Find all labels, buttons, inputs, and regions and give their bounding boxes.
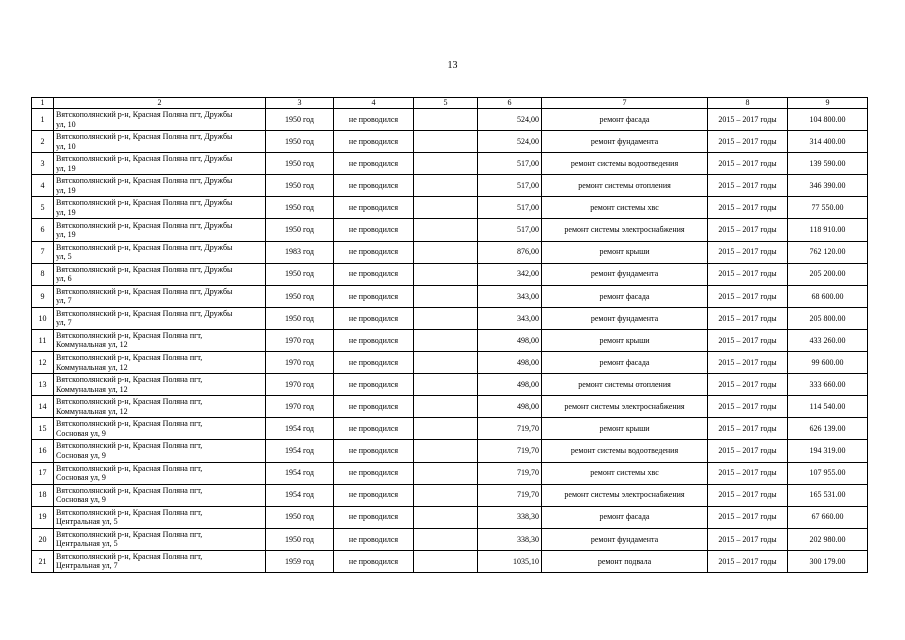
- area-cell: 517,00: [478, 175, 542, 197]
- area-cell: 524,00: [478, 109, 542, 131]
- column-header: 4: [334, 98, 414, 109]
- period-cell: 2015 – 2017 годы: [708, 285, 788, 307]
- address-line-2: Центральная ул, 5: [56, 539, 118, 549]
- table-row: [32, 197, 868, 219]
- build-year-cell: 1954 год: [266, 462, 334, 484]
- table-row: [32, 484, 868, 506]
- period-cell: 2015 – 2017 годы: [708, 396, 788, 418]
- row-number-cell: 9: [32, 285, 54, 307]
- table-row: [32, 418, 868, 440]
- address-line-1: Вятскополянский р-н, Красная Поляна пгт, Дружбы: [56, 242, 233, 252]
- cost-cell: 762 120.00: [788, 241, 868, 263]
- cost-cell: 107 955.00: [788, 462, 868, 484]
- repair-schedule-table: [31, 97, 868, 573]
- period-cell: 2015 – 2017 годы: [708, 263, 788, 285]
- address-line-2: ул, 19: [56, 230, 76, 240]
- row-number-cell: 3: [32, 153, 54, 175]
- table-row: [32, 329, 868, 351]
- area-cell: 876,00: [478, 241, 542, 263]
- table-row: [32, 440, 868, 462]
- cost-cell: 300 179.00: [788, 550, 868, 572]
- column-5-cell: [414, 396, 478, 418]
- address-line-1: Вятскополянский р-н, Красная Поляна пгт, Дружбы: [56, 132, 233, 142]
- cost-cell: 67 660.00: [788, 506, 868, 528]
- column-5-cell: [414, 484, 478, 506]
- work-type-cell: ремонт системы отопления: [542, 374, 708, 396]
- cost-cell: 139 590.00: [788, 153, 868, 175]
- last-repair-cell: не проводился: [334, 418, 414, 440]
- cost-cell: 433 260.00: [788, 329, 868, 351]
- cost-cell: 99 600.00: [788, 352, 868, 374]
- column-5-cell: [414, 175, 478, 197]
- address-cell: [54, 506, 266, 528]
- address-line-1: Вятскополянский р-н, Красная Поляна пгт,: [56, 330, 203, 340]
- table-body: [32, 109, 868, 573]
- column-5-cell: [414, 440, 478, 462]
- address-line-2: ул, 7: [56, 296, 72, 306]
- work-type-cell: ремонт системы электроснабжения: [542, 219, 708, 241]
- address-line-2: ул, 10: [56, 119, 76, 129]
- area-cell: 498,00: [478, 352, 542, 374]
- area-cell: 343,00: [478, 307, 542, 329]
- period-cell: 2015 – 2017 годы: [708, 484, 788, 506]
- last-repair-cell: не проводился: [334, 219, 414, 241]
- build-year-cell: 1950 год: [266, 263, 334, 285]
- address-cell: [54, 352, 266, 374]
- build-year-cell: 1950 год: [266, 307, 334, 329]
- build-year-cell: 1983 год: [266, 241, 334, 263]
- address-line-2: ул, 19: [56, 207, 76, 217]
- column-5-cell: [414, 352, 478, 374]
- area-cell: 524,00: [478, 131, 542, 153]
- row-number-cell: 20: [32, 528, 54, 550]
- address-line-2: Центральная ул, 5: [56, 517, 118, 527]
- row-number-cell: 16: [32, 440, 54, 462]
- column-header: 2: [54, 98, 266, 109]
- row-number-cell: 7: [32, 241, 54, 263]
- address-cell: [54, 285, 266, 307]
- row-number-cell: 5: [32, 197, 54, 219]
- work-type-cell: ремонт системы хвс: [542, 462, 708, 484]
- period-cell: 2015 – 2017 годы: [708, 374, 788, 396]
- build-year-cell: 1970 год: [266, 374, 334, 396]
- address-line-1: Вятскополянский р-н, Красная Поляна пгт, Дружбы: [56, 286, 233, 296]
- row-number-cell: 2: [32, 131, 54, 153]
- row-number-cell: 6: [32, 219, 54, 241]
- cost-cell: 314 400.00: [788, 131, 868, 153]
- work-type-cell: ремонт фасада: [542, 109, 708, 131]
- table-row: [32, 528, 868, 550]
- address-line-2: Коммунальная ул, 12: [56, 384, 128, 394]
- address-cell: [54, 528, 266, 550]
- row-number-cell: 14: [32, 396, 54, 418]
- address-cell: [54, 197, 266, 219]
- row-number-cell: 19: [32, 506, 54, 528]
- address-line-1: Вятскополянский р-н, Красная Поляна пгт, Дружбы: [56, 264, 233, 274]
- work-type-cell: ремонт системы отопления: [542, 175, 708, 197]
- cost-cell: 205 200.00: [788, 263, 868, 285]
- table-row: [32, 396, 868, 418]
- column-header: 8: [708, 98, 788, 109]
- column-5-cell: [414, 109, 478, 131]
- period-cell: 2015 – 2017 годы: [708, 307, 788, 329]
- column-5-cell: [414, 219, 478, 241]
- cost-cell: 333 660.00: [788, 374, 868, 396]
- table-row: [32, 131, 868, 153]
- last-repair-cell: не проводился: [334, 440, 414, 462]
- build-year-cell: 1950 год: [266, 285, 334, 307]
- period-cell: 2015 – 2017 годы: [708, 197, 788, 219]
- table-row: [32, 109, 868, 131]
- address-line-2: ул, 10: [56, 141, 76, 151]
- table-row: [32, 374, 868, 396]
- address-line-1: Вятскополянский р-н, Красная Поляна пгт,: [56, 419, 203, 429]
- build-year-cell: 1950 год: [266, 528, 334, 550]
- work-type-cell: ремонт системы хвс: [542, 197, 708, 219]
- last-repair-cell: не проводился: [334, 506, 414, 528]
- build-year-cell: 1954 год: [266, 484, 334, 506]
- row-number-cell: 21: [32, 550, 54, 572]
- area-cell: 719,70: [478, 440, 542, 462]
- cost-cell: 165 531.00: [788, 484, 868, 506]
- build-year-cell: 1950 год: [266, 131, 334, 153]
- row-number-cell: 10: [32, 307, 54, 329]
- last-repair-cell: не проводился: [334, 462, 414, 484]
- address-line-2: ул, 6: [56, 274, 72, 284]
- build-year-cell: 1950 год: [266, 219, 334, 241]
- area-cell: 719,70: [478, 484, 542, 506]
- address-cell: [54, 307, 266, 329]
- column-5-cell: [414, 153, 478, 175]
- build-year-cell: 1970 год: [266, 352, 334, 374]
- period-cell: 2015 – 2017 годы: [708, 153, 788, 175]
- address-line-2: Сосновая ул, 9: [56, 495, 106, 505]
- address-line-2: ул, 19: [56, 185, 76, 195]
- column-5-cell: [414, 506, 478, 528]
- period-cell: 2015 – 2017 годы: [708, 175, 788, 197]
- row-number-cell: 4: [32, 175, 54, 197]
- address-cell: [54, 329, 266, 351]
- area-cell: 517,00: [478, 197, 542, 219]
- last-repair-cell: не проводился: [334, 329, 414, 351]
- table-row: [32, 263, 868, 285]
- address-line-2: Сосновая ул, 9: [56, 428, 106, 438]
- address-line-2: ул, 5: [56, 252, 72, 262]
- address-line-2: Коммунальная ул, 12: [56, 406, 128, 416]
- area-cell: 338,30: [478, 506, 542, 528]
- table-row: [32, 219, 868, 241]
- area-cell: 338,30: [478, 528, 542, 550]
- period-cell: 2015 – 2017 годы: [708, 352, 788, 374]
- period-cell: 2015 – 2017 годы: [708, 109, 788, 131]
- area-cell: 517,00: [478, 219, 542, 241]
- address-cell: [54, 153, 266, 175]
- table-row: [32, 352, 868, 374]
- build-year-cell: 1950 год: [266, 506, 334, 528]
- table-row: [32, 241, 868, 263]
- last-repair-cell: не проводился: [334, 307, 414, 329]
- cost-cell: 114 540.00: [788, 396, 868, 418]
- address-line-2: ул, 19: [56, 163, 76, 173]
- area-cell: 719,70: [478, 418, 542, 440]
- last-repair-cell: не проводился: [334, 352, 414, 374]
- address-cell: [54, 131, 266, 153]
- work-type-cell: ремонт фундамента: [542, 131, 708, 153]
- last-repair-cell: не проводился: [334, 197, 414, 219]
- period-cell: 2015 – 2017 годы: [708, 329, 788, 351]
- table-row: [32, 550, 868, 572]
- area-cell: 342,00: [478, 263, 542, 285]
- column-header: 6: [478, 98, 542, 109]
- table-row: [32, 506, 868, 528]
- address-line-1: Вятскополянский р-н, Красная Поляна пгт,: [56, 441, 203, 451]
- cost-cell: 626 139.00: [788, 418, 868, 440]
- last-repair-cell: не проводился: [334, 285, 414, 307]
- column-5-cell: [414, 131, 478, 153]
- work-type-cell: ремонт фундамента: [542, 263, 708, 285]
- column-5-cell: [414, 374, 478, 396]
- column-5-cell: [414, 241, 478, 263]
- column-5-cell: [414, 528, 478, 550]
- address-line-2: Центральная ул, 7: [56, 561, 118, 571]
- build-year-cell: 1950 год: [266, 197, 334, 219]
- work-type-cell: ремонт системы водоотведения: [542, 440, 708, 462]
- period-cell: 2015 – 2017 годы: [708, 462, 788, 484]
- address-line-1: Вятскополянский р-н, Красная Поляна пгт,: [56, 507, 203, 517]
- address-line-1: Вятскополянский р-н, Красная Поляна пгт, Дружбы: [56, 308, 233, 318]
- address-line-1: Вятскополянский р-н, Красная Поляна пгт, Дружбы: [56, 110, 233, 120]
- last-repair-cell: не проводился: [334, 484, 414, 506]
- address-cell: [54, 550, 266, 572]
- row-number-cell: 11: [32, 329, 54, 351]
- period-cell: 2015 – 2017 годы: [708, 219, 788, 241]
- address-cell: [54, 263, 266, 285]
- area-cell: 498,00: [478, 329, 542, 351]
- column-header: 7: [542, 98, 708, 109]
- row-number-cell: 8: [32, 263, 54, 285]
- cost-cell: 68 600.00: [788, 285, 868, 307]
- address-cell: [54, 374, 266, 396]
- address-cell: [54, 241, 266, 263]
- address-line-1: Вятскополянский р-н, Красная Поляна пгт, Дружбы: [56, 154, 233, 164]
- column-5-cell: [414, 418, 478, 440]
- work-type-cell: ремонт системы электроснабжения: [542, 396, 708, 418]
- cost-cell: 202 980.00: [788, 528, 868, 550]
- build-year-cell: 1950 год: [266, 109, 334, 131]
- address-line-1: Вятскополянский р-н, Красная Поляна пгт,: [56, 551, 203, 561]
- row-number-cell: 17: [32, 462, 54, 484]
- cost-cell: 346 390.00: [788, 175, 868, 197]
- row-number-cell: 18: [32, 484, 54, 506]
- build-year-cell: 1950 год: [266, 175, 334, 197]
- address-line-1: Вятскополянский р-н, Красная Поляна пгт,: [56, 529, 203, 539]
- period-cell: 2015 – 2017 годы: [708, 418, 788, 440]
- address-cell: [54, 418, 266, 440]
- address-line-1: Вятскополянский р-н, Красная Поляна пгт, Дружбы: [56, 220, 233, 230]
- area-cell: 517,00: [478, 153, 542, 175]
- last-repair-cell: не проводился: [334, 175, 414, 197]
- address-line-1: Вятскополянский р-н, Красная Поляна пгт, Дружбы: [56, 176, 233, 186]
- last-repair-cell: не проводился: [334, 550, 414, 572]
- column-5-cell: [414, 197, 478, 219]
- address-line-1: Вятскополянский р-н, Красная Поляна пгт,: [56, 463, 203, 473]
- address-cell: [54, 175, 266, 197]
- cost-cell: 118 910.00: [788, 219, 868, 241]
- row-number-cell: 1: [32, 109, 54, 131]
- column-header: 5: [414, 98, 478, 109]
- period-cell: 2015 – 2017 годы: [708, 440, 788, 462]
- build-year-cell: 1959 год: [266, 550, 334, 572]
- column-header: 9: [788, 98, 868, 109]
- last-repair-cell: не проводился: [334, 131, 414, 153]
- work-type-cell: ремонт фасада: [542, 285, 708, 307]
- table-row: [32, 285, 868, 307]
- work-type-cell: ремонт системы электроснабжения: [542, 484, 708, 506]
- work-type-cell: ремонт подвала: [542, 550, 708, 572]
- address-line-1: Вятскополянский р-н, Красная Поляна пгт,: [56, 375, 203, 385]
- cost-cell: 77 550.00: [788, 197, 868, 219]
- period-cell: 2015 – 2017 годы: [708, 506, 788, 528]
- work-type-cell: ремонт крыши: [542, 329, 708, 351]
- address-cell: [54, 109, 266, 131]
- address-line-1: Вятскополянский р-н, Красная Поляна пгт,: [56, 485, 203, 495]
- address-cell: [54, 396, 266, 418]
- period-cell: 2015 – 2017 годы: [708, 131, 788, 153]
- last-repair-cell: не проводился: [334, 374, 414, 396]
- build-year-cell: 1970 год: [266, 329, 334, 351]
- build-year-cell: 1954 год: [266, 418, 334, 440]
- work-type-cell: ремонт фасада: [542, 352, 708, 374]
- work-type-cell: ремонт крыши: [542, 241, 708, 263]
- address-line-1: Вятскополянский р-н, Красная Поляна пгт,: [56, 353, 203, 363]
- build-year-cell: 1970 год: [266, 396, 334, 418]
- row-number-cell: 13: [32, 374, 54, 396]
- table-header-row: [32, 98, 868, 109]
- column-5-cell: [414, 307, 478, 329]
- row-number-cell: 12: [32, 352, 54, 374]
- area-cell: 1035,10: [478, 550, 542, 572]
- work-type-cell: ремонт крыши: [542, 418, 708, 440]
- last-repair-cell: не проводился: [334, 263, 414, 285]
- address-line-1: Вятскополянский р-н, Красная Поляна пгт, Дружбы: [56, 198, 233, 208]
- column-5-cell: [414, 550, 478, 572]
- address-line-2: Коммунальная ул, 12: [56, 340, 128, 350]
- area-cell: 719,70: [478, 462, 542, 484]
- work-type-cell: ремонт фундамента: [542, 528, 708, 550]
- period-cell: 2015 – 2017 годы: [708, 528, 788, 550]
- table-row: [32, 175, 868, 197]
- work-type-cell: ремонт системы водоотведения: [542, 153, 708, 175]
- row-number-cell: 15: [32, 418, 54, 440]
- address-line-1: Вятскополянский р-н, Красная Поляна пгт,: [56, 397, 203, 407]
- last-repair-cell: не проводился: [334, 153, 414, 175]
- table-row: [32, 307, 868, 329]
- last-repair-cell: не проводился: [334, 109, 414, 131]
- column-5-cell: [414, 329, 478, 351]
- cost-cell: 194 319.00: [788, 440, 868, 462]
- work-type-cell: ремонт фасада: [542, 506, 708, 528]
- cost-cell: 205 800.00: [788, 307, 868, 329]
- column-5-cell: [414, 263, 478, 285]
- build-year-cell: 1950 год: [266, 153, 334, 175]
- address-cell: [54, 484, 266, 506]
- address-line-2: ул, 7: [56, 318, 72, 328]
- area-cell: 343,00: [478, 285, 542, 307]
- column-header: 1: [32, 98, 54, 109]
- column-5-cell: [414, 285, 478, 307]
- address-cell: [54, 462, 266, 484]
- period-cell: 2015 – 2017 годы: [708, 241, 788, 263]
- cost-cell: 104 800.00: [788, 109, 868, 131]
- period-cell: 2015 – 2017 годы: [708, 550, 788, 572]
- table-row: [32, 462, 868, 484]
- last-repair-cell: не проводился: [334, 396, 414, 418]
- page-number: 13: [447, 60, 458, 71]
- last-repair-cell: не проводился: [334, 528, 414, 550]
- column-header: 3: [266, 98, 334, 109]
- last-repair-cell: не проводился: [334, 241, 414, 263]
- build-year-cell: 1954 год: [266, 440, 334, 462]
- address-cell: [54, 440, 266, 462]
- area-cell: 498,00: [478, 374, 542, 396]
- address-line-2: Сосновая ул, 9: [56, 450, 106, 460]
- address-line-2: Сосновая ул, 9: [56, 473, 106, 483]
- address-cell: [54, 219, 266, 241]
- area-cell: 498,00: [478, 396, 542, 418]
- table-row: [32, 153, 868, 175]
- column-5-cell: [414, 462, 478, 484]
- work-type-cell: ремонт фундамента: [542, 307, 708, 329]
- address-line-2: Коммунальная ул, 12: [56, 362, 128, 372]
